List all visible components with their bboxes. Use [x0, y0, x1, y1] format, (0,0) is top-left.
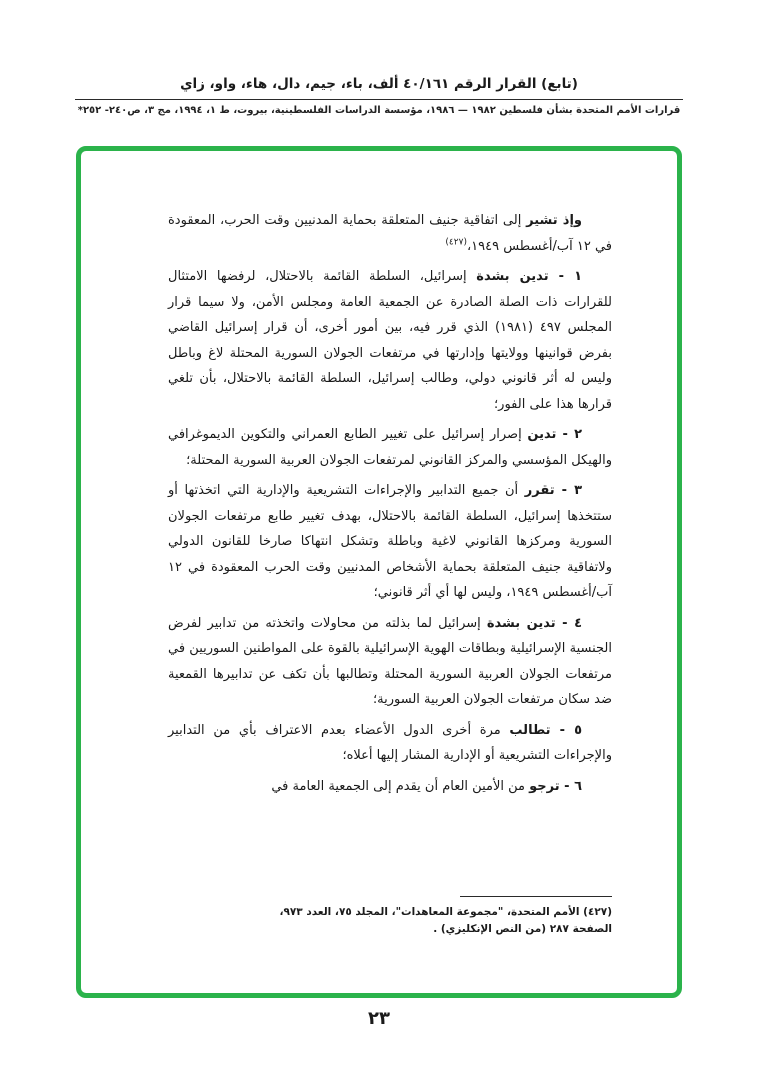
- clause-lead: ترجو: [529, 778, 560, 794]
- header-divider: [75, 99, 683, 100]
- clause-number: ١ -: [548, 269, 582, 284]
- clause-text: من الأمين العام أن يقدم إلى الجمعية العامة في: [271, 778, 530, 794]
- clause-lead: تدين بشدة: [486, 615, 556, 631]
- page-header: [0, 76, 758, 116]
- footnote-line-2: الصفحة ٢٨٧ (من النص الإنكليزي) .: [433, 923, 612, 935]
- clause-2: [168, 422, 612, 473]
- clause-3: [168, 478, 612, 606]
- clause-6: [168, 774, 612, 800]
- footnote-reference: (٤٢٧): [445, 237, 467, 248]
- clause-lead: تطالب: [509, 722, 551, 738]
- clause-text: مرة أخرى الدول الأعضاء بعدم الاعتراف بأي من التدابير والإجراءات التشريعية أو الإدارية المشار إليها أعلاه؛: [168, 722, 612, 763]
- page-number: ٢٣: [368, 1008, 390, 1029]
- clause-text: إسرائيل، السلطة القائمة بالاحتلال، لرفضها الامتثال للقرارات ذات الصلة الصادرة عن الجمعية العامة ومجلس الأمن، ولا سيما قرار المجلس ٤٩٧ (١٩٨١) الذي قرر فيه، بين أمور أخرى، أن قرار إسرائيل القاضي بفرض قوانينها وولايتها وإدارتها في مرتفعات الجولان السورية المحتلة لاغ وباطل وليس له أثر قانوني دولي، وطالب إسرائيل، السلطة القائمة بالاحتلال، بأن تلغي قرارها هذا على الفور؛: [168, 269, 612, 412]
- clause-lead: تدين بشدة: [476, 269, 549, 284]
- footnote-divider: [460, 896, 612, 897]
- clause-text: إسرائيل لما بذلته من محاولات واتخذته من تدابير لفرض الجنسية الإسرائيلية وبطاقات الهوية الإسرائيلية بالقوة على المواطنين السوريين في مرتفعات الجولان العربية السورية المحتلة وتطالبها بأن تكف عن تدابيرها القمعية ضد سكان مرتفعات الجولان العربية السورية؛: [168, 615, 612, 707]
- clause-4: [168, 611, 612, 713]
- preamble-text: إلى اتفاقية جنيف المتعلقة بحماية المدنيين وقت الحرب، المعقودة في ١٢ آب/أغسطس ١٩٤٩،: [168, 213, 612, 254]
- source-citation: قرارات الأمم المتحدة بشأن فلسطين ١٩٨٢ — ١٩٨٦، مؤسسة الدراسات الفلسطينية، بيروت، ط ١، ١٩٩٤، مج ٣، ص٢٤٠- ٢٥٢*: [77, 105, 681, 116]
- clause-text: إصرار إسرائيل على تغيير الطابع العمراني والتكوين الديموغرافي والهيكل المؤسسي والمركز القانوني لمرتفعات الجولان العربية السورية المحتلة؛: [168, 427, 612, 468]
- footnote-block: [168, 896, 612, 938]
- clause-number: ٣ -: [554, 483, 582, 498]
- resolution-body: [168, 208, 612, 804]
- preamble-lead: وإذ تشير: [526, 213, 582, 228]
- clause-5: [168, 718, 612, 769]
- clause-1: [168, 264, 612, 417]
- clause-number: ٤ -: [555, 615, 582, 631]
- clause-lead: تدين: [527, 427, 557, 442]
- footnote-line-1: (٤٢٧) الأمم المتحدة، "مجموعة المعاهدات"، المجلد ٧٥، العدد ٩٧٣،: [279, 906, 612, 918]
- resolution-title: (تابع) القرار الرقم ٤٠/١٦١ ألف، باء، جيم، دال، هاء، واو، زاي: [180, 76, 578, 92]
- clause-text: أن جميع التدابير والإجراءات التشريعية والإدارية التي اتخذتها أو ستتخذها إسرائيل، السلطة القائمة بالاحتلال، بهدف تغيير طابع مرتفعات الجولان السورية ومركزها القانوني لاغية وباطلة وتشكل انتهاكا صارخا للقانون الدولي ولاتفاقية جنيف المتعلقة بحماية الأشخاص المدنيين وقت الحرب المعقودة في ١٢ آب/أغسطس ١٩٤٩، وليس لها أي أثر قانوني؛: [168, 483, 612, 600]
- clause-number: ٦ -: [559, 778, 582, 794]
- clause-number: ٢ -: [556, 427, 582, 442]
- clause-lead: تقرر: [524, 483, 555, 498]
- preamble-paragraph: [168, 208, 612, 259]
- clause-number: ٥ -: [550, 722, 583, 738]
